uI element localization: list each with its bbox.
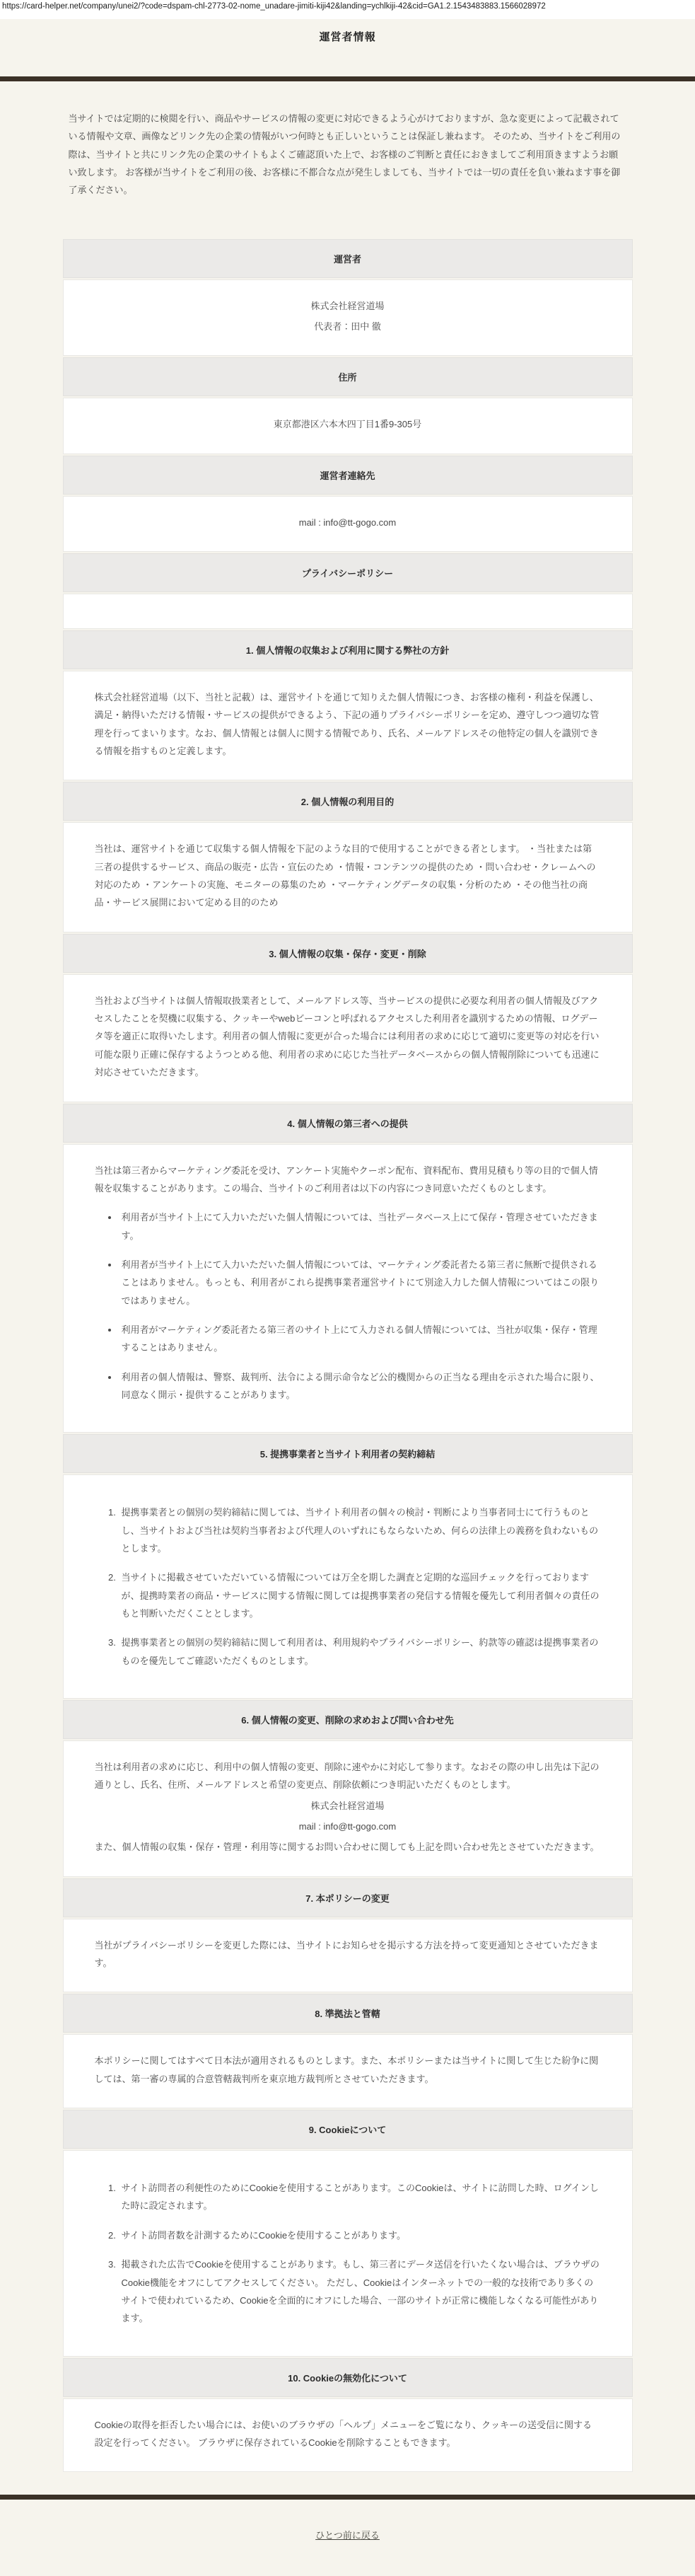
section-header-row: 2. 個人情報の利用目的	[63, 782, 633, 821]
section-header-row: 住所	[63, 357, 633, 396]
section-text: 株式会社経営道場	[310, 1800, 385, 1811]
list-item: 3. 提携事業者との個別の契約締結に関して利用者は、利用規約やプライバシーポリシー、約款等の確認は提携事業者のものを優先してご確認いただくものとします。	[119, 1634, 601, 1670]
list-item: 2. サイト訪問者数を計測するためにCookieを使用することがあります。	[119, 2226, 601, 2244]
section-header-row: 10. Cookieの無効化について	[63, 2358, 633, 2397]
operator-info-table	[63, 239, 633, 2473]
section-body-row	[63, 594, 633, 629]
section-text: 株式会社経営道場	[310, 300, 385, 311]
list-item: • 利用者が当サイト上にて入力いただいた個人情報については、マーケティング委託者たる第三者に無断で提供されることはありません。もっとも、利用者がこれら提携事業者運営サイトにて別途入力した個人情報についてはこの限りではありません。	[119, 1256, 601, 1310]
section-body-row	[63, 1474, 633, 1699]
section-text: Cookieの取得を拒否したい場合には、お使いのブラウザの「ヘルプ」メニューをご覧になり、クッキーの送受信に関する 設定を行ってください。 ブラウザに保存されているCookieを削除することもできます。	[94, 2419, 592, 2448]
page-title: 運営者情報	[319, 30, 376, 43]
section-body-row	[63, 2150, 633, 2356]
section-text: 当社は、運営サイトを通じて収集する個人情報を下記のような目的で使用することができる者とします。 ・当社または第三者の提供するサービス、商品の販売・広告・宣伝のため ・情報・コンテンツの提供のため ・問い合わせ・クレームへの対応のため ・アンケートの実施、モニターの募集のため ・マーケティングデータの収集・分析のため ・その他当社の商品・サービス展開において定める目的のため	[94, 843, 596, 908]
back-link[interactable]: ひとつ前に戻る	[315, 2530, 380, 2541]
footer	[0, 2500, 695, 2576]
footer-divider-bar	[0, 2495, 695, 2500]
section-text: 株式会社経営道場（以下、当社と記載）は、運営サイトを通じて知りえた個人情報につき、お客様の権利・利益を保護し、満足・納得いただける情報・サービスの提供ができるよう、下記の通りプライバシーポリシーを定め、遵守しつつ適切な管理を行ってまいります。なお、個人情報とは個人に関する情報であり、氏名、メールアドレスその他特定の個人を識別できる情報を指すものと定義します。	[94, 692, 600, 757]
section-text: mail : info@tt-gogo.com	[298, 516, 397, 528]
section-header-row: プライバシーポリシー	[63, 553, 633, 592]
section-body-row	[63, 1144, 633, 1433]
section-text: 当社がプライバシーポリシーを変更した際には、当サイトにお知らせを掲示する方法を持って変更通知とさせていただきます。	[94, 1939, 599, 1969]
list-item: • 利用者がマーケティング委託者たる第三者のサイト上にて入力される個人情報については、当社が収集・保存・管理することはありません。	[119, 1321, 601, 1357]
intro-paragraph: 当サイトでは定期的に検閲を行い、商品やサービスの情報の変更に対応できるよう心がけておりますが、急な変更によって記載されている情報や文章、画像などリンク先の企業の情報がいつ何時とも正しいということは保証し兼ねます。 そのため、当サイトをご利用の際は、当サイトと共にリンク先の企業のサイトもよくご確認頂いた上で、お客様のご判断と責任におきましてご利用頂きますようお願い致します。 お客様が当サイトをご利用の後、お客様に不都合な点が発生しましても、当サイトでは一切の責任を負い兼ねます事を御了承ください。	[68, 112, 621, 196]
list-item: • 利用者が当サイト上にて入力いただいた個人情報については、当社データベース上にて保存・管理させていただきます。	[119, 1208, 601, 1244]
list-item: • 利用者の個人情報は、警察、裁判所、法令による開示命令など公的機関からの正当なる理由を示された場合に限り、同意なく開示・提供することがあります。	[119, 1368, 601, 1404]
section-header-row: 7. 本ポリシーの変更	[63, 1878, 633, 1917]
section-header-row: 9. Cookieについて	[63, 2110, 633, 2149]
section-text: 当社は利用者の求めに応じ、利用中の個人情報の変更、削除に速やかに対応して参ります。なおその際の申し出先は下記の通りとし、氏名、住所、メールアドレスと希望の変更点、削除依頼につき明記いただくものとします。	[94, 1762, 600, 1791]
section-header-row: 運営者連絡先	[63, 456, 633, 495]
section-body-row	[63, 822, 633, 932]
section-text: 本ポリシーに関してはすべて日本法が適用されるものとします。また、本ポリシーまたは当サイトに関して生じた紛争に関しては、第一審の専属的合意管轄裁判所を東京地方裁判所とさせていただきます。	[94, 2055, 599, 2084]
section-body-row	[63, 1919, 633, 1993]
main-content	[63, 110, 633, 2472]
section-text: 代表者：田中 徹	[314, 321, 381, 332]
bullet-list	[119, 1208, 601, 1404]
section-text: 当社は第三者からマーケティング委託を受け、アンケート実施やクーポン配布、資料配布、費用見積もり等の目的で個人情報を収集することがあります。この場合、当サイトのご利用者は以下の内容につき同意いただくものとします。	[94, 1165, 598, 1194]
list-item: 2. 当サイトに掲載させていただいている情報については万全を期した調査と定期的な巡回チェックを行っておりますが、提携時業者の商品・サービスに関する情報に関しては提携事業者の発信する情報を優先して利用者個々の責任のもと判断いただくこととします。	[119, 1569, 601, 1622]
numbered-list	[119, 1503, 601, 1670]
section-header-row: 1. 個人情報の収集および利用に関する弊社の方針	[63, 630, 633, 669]
section-body-row	[63, 279, 633, 357]
section-text: mail : info@tt-gogo.com	[298, 1821, 397, 1832]
section-header-row: 8. 準拠法と管轄	[63, 1994, 633, 2033]
section-body-row	[63, 2398, 633, 2473]
numbered-list	[119, 2179, 601, 2327]
section-body-row	[63, 398, 633, 454]
section-header-row: 5. 提携事業者と当サイト利用者の契約締結	[63, 1434, 633, 1473]
section-header-row: 3. 個人情報の収集・保存・変更・削除	[63, 934, 633, 973]
section-text: 東京都港区六本木四丁目1番9-305号	[273, 419, 422, 430]
header-divider-bar	[0, 76, 695, 81]
list-item: 1. サイト訪問者の利便性のためにCookieを使用することがあります。このCookieは、サイトに訪問した時、ログインした時に設定されます。	[119, 2179, 601, 2215]
list-item: 3. 掲載された広告でCookieを使用することがあります。もし、第三者にデータ送信を行いたくない場合は、ブラウザのCookie機能をオフにしてアクセスしてください。 ただし、Cookieはインターネットでの一般的な技術であり多くのサイトで使われているため、Cookieを全面的にオフにした場合、一部のサイトが正常に機能しなくなる可能性があります。	[119, 2256, 601, 2327]
section-body-row	[63, 671, 633, 780]
section-body-row	[63, 1740, 633, 1877]
section-text: 当社および当サイトは個人情報取扱業者として、メールアドレス等、当サービスの提供に必要な利用者の個人情報及びアクセスしたことを契機に収集する、クッキーやwebビーコンと呼ばれるアクセスした利用者を識別するための情報、ログデータ等を適正に取得いたします。利用者の個人情報に変更が合った場合には利用者の求めに応じて適切に変更等の対応を行い可能な限り正確に保存するようつとめる他、利用者の求めに応じた当社データベースからの個人情報削除についても迅速に対応させていただきます。	[94, 995, 600, 1078]
section-body-row	[63, 2034, 633, 2108]
section-body-row	[63, 496, 633, 552]
browser-url-text: https://card-helper.net/company/unei2/?code=dspam-chl-2773-02-nome_unadare-jimiti-kiji42&landing=ychlkiji-42&cid=GA1.2.1543483883.1566028972	[0, 0, 695, 19]
section-header-row: 4. 個人情報の第三者への提供	[63, 1104, 633, 1143]
section-header-row: 運営者	[63, 239, 633, 278]
list-item: 1. 提携事業者との個別の契約締結に関しては、当サイト利用者の個々の検討・判断により当事者同士にて行うものとし、当サイトおよび当社は契約当事者および代理人のいずれにもならないため、何らの法律上の義務を負わないものとします。	[119, 1503, 601, 1557]
section-body-row	[63, 974, 633, 1102]
section-header-row: 6. 個人情報の変更、削除の求めおよび問い合わせ先	[63, 1700, 633, 1739]
section-text: また、個人情報の収集・保存・管理・利用等に関するお問い合わせに関しても上記を問い合わせ先とさせていただきます。	[94, 1842, 600, 1853]
